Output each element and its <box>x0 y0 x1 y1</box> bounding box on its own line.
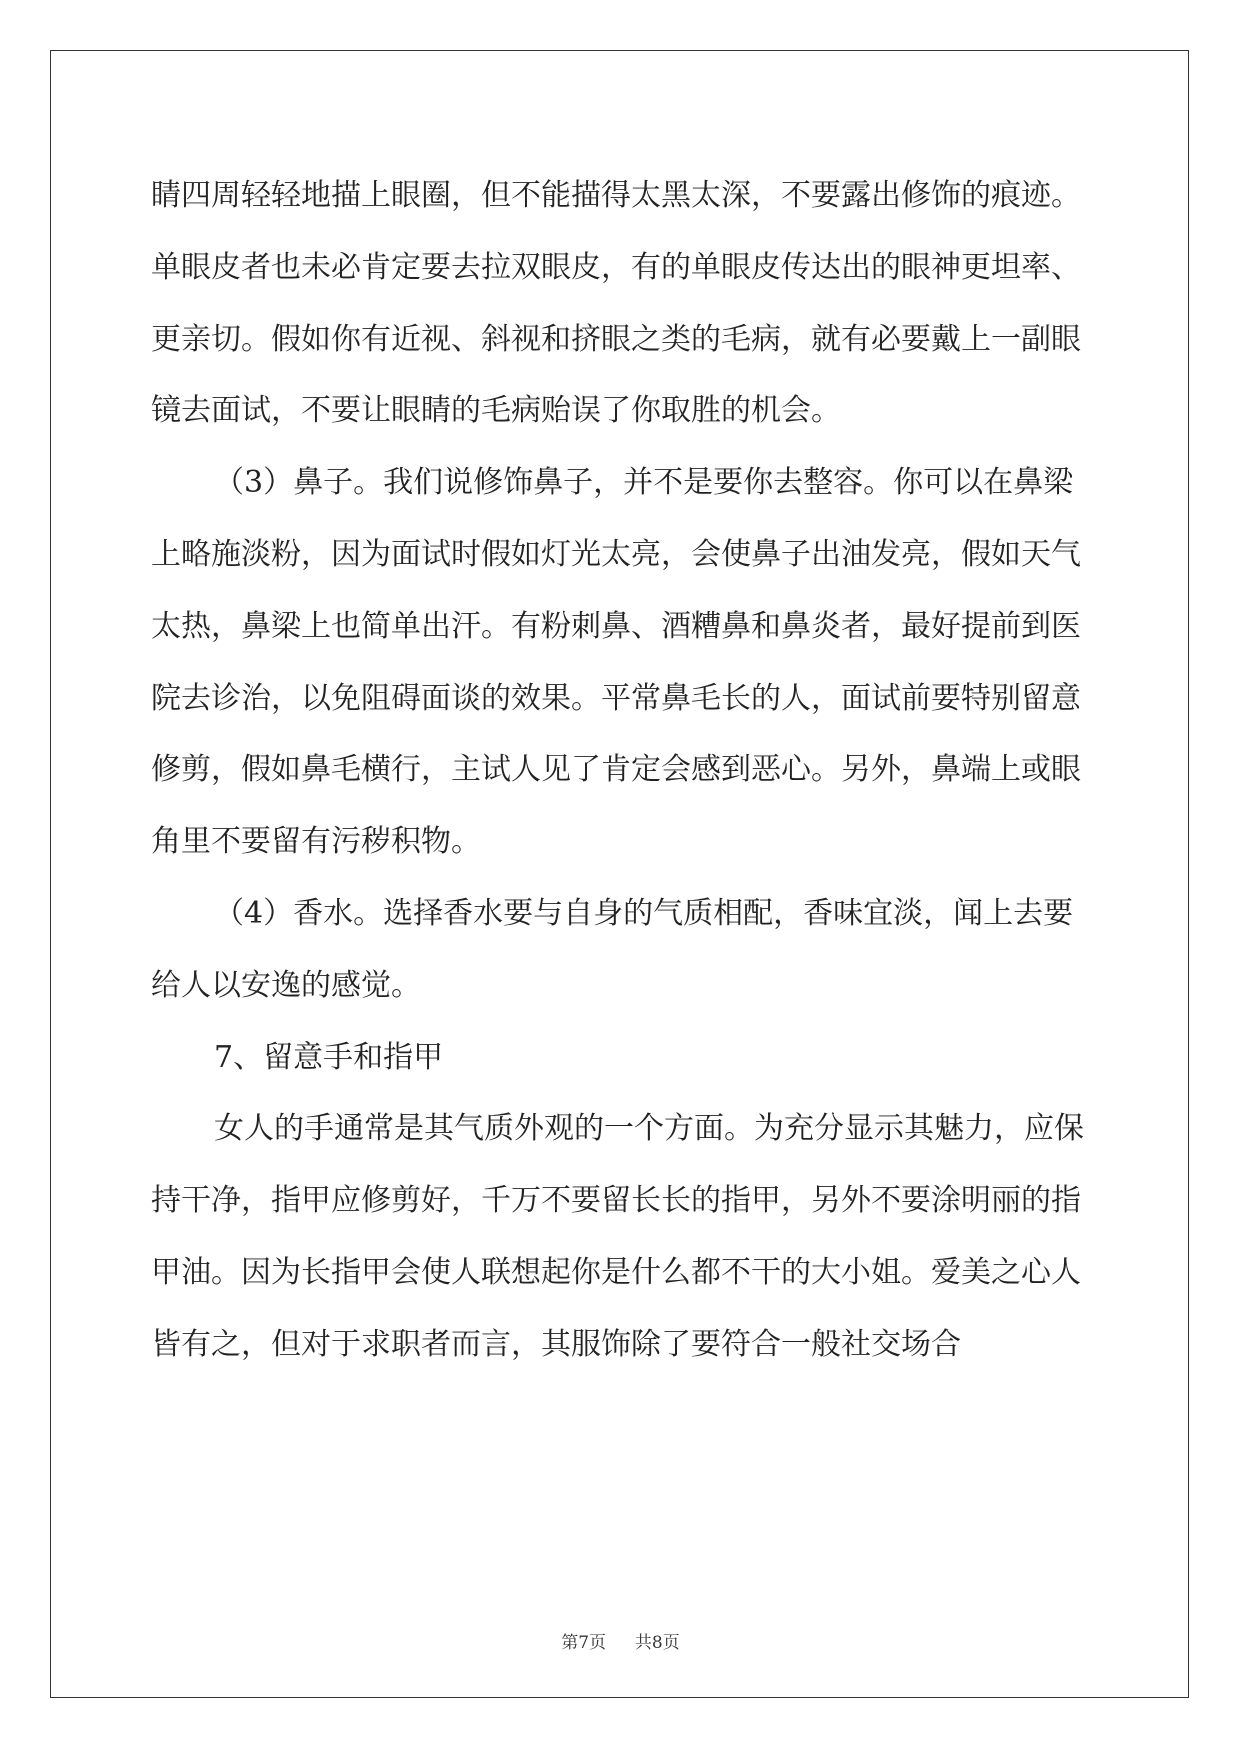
section-heading-hands-nails: 7、留意手和指甲 <box>214 1039 444 1075</box>
paragraph-eyes-continued: 睛四周轻轻地描上眼圈，但不能描得太黑太深，不要露出修饰的痕迹。单眼皮者也未必肯定要去拉双眼皮，有的单眼皮传达出的眼神更坦率、更亲切。假如你有近视、斜视和挤眼之类的毛病，就有必要戴上一副眼镜去面试，不要让眼睛的毛病贻误了你取胜的机会。 <box>151 178 1081 429</box>
total-pages-label: 共8页 <box>634 1633 680 1653</box>
paragraph-nose: （3）鼻子。我们说修饰鼻子，并不是要你去整容。你可以在鼻梁上略施淡粉，因为面试时假如灯光太亮，会使鼻子出油发亮，假如天气太热，鼻梁上也简单出汗。有粉刺鼻、酒糟鼻和鼻炎者，最好提前到医院去诊治，以免阻碍面谈的效果。平常鼻毛长的人，面试前要特别留意修剪，假如鼻毛横行，主试人见了肯定会感到恶心。另外，鼻端上或眼角里不要留有污秽积物。 <box>151 465 1081 860</box>
current-page-label: 第7页 <box>561 1633 607 1653</box>
document-body <box>151 160 1091 1381</box>
paragraph-perfume: （4）香水。选择香水要与自身的气质相配，香味宜淡，闻上去要给人以安逸的感觉。 <box>151 895 1074 1003</box>
page-footer <box>0 1628 1241 1653</box>
paragraph-hands-nails: 女人的手通常是其气质外观的一个方面。为充分显示其魅力，应保持干净，指甲应修剪好，千万不要留长长的指甲，另外不要涂明丽的指甲油。因为长指甲会使人联想起你是什么都不干的大小姐。爱美之心人皆有之，但对于求职者而言，其服饰除了要符合一般社交场合 <box>151 1111 1084 1362</box>
